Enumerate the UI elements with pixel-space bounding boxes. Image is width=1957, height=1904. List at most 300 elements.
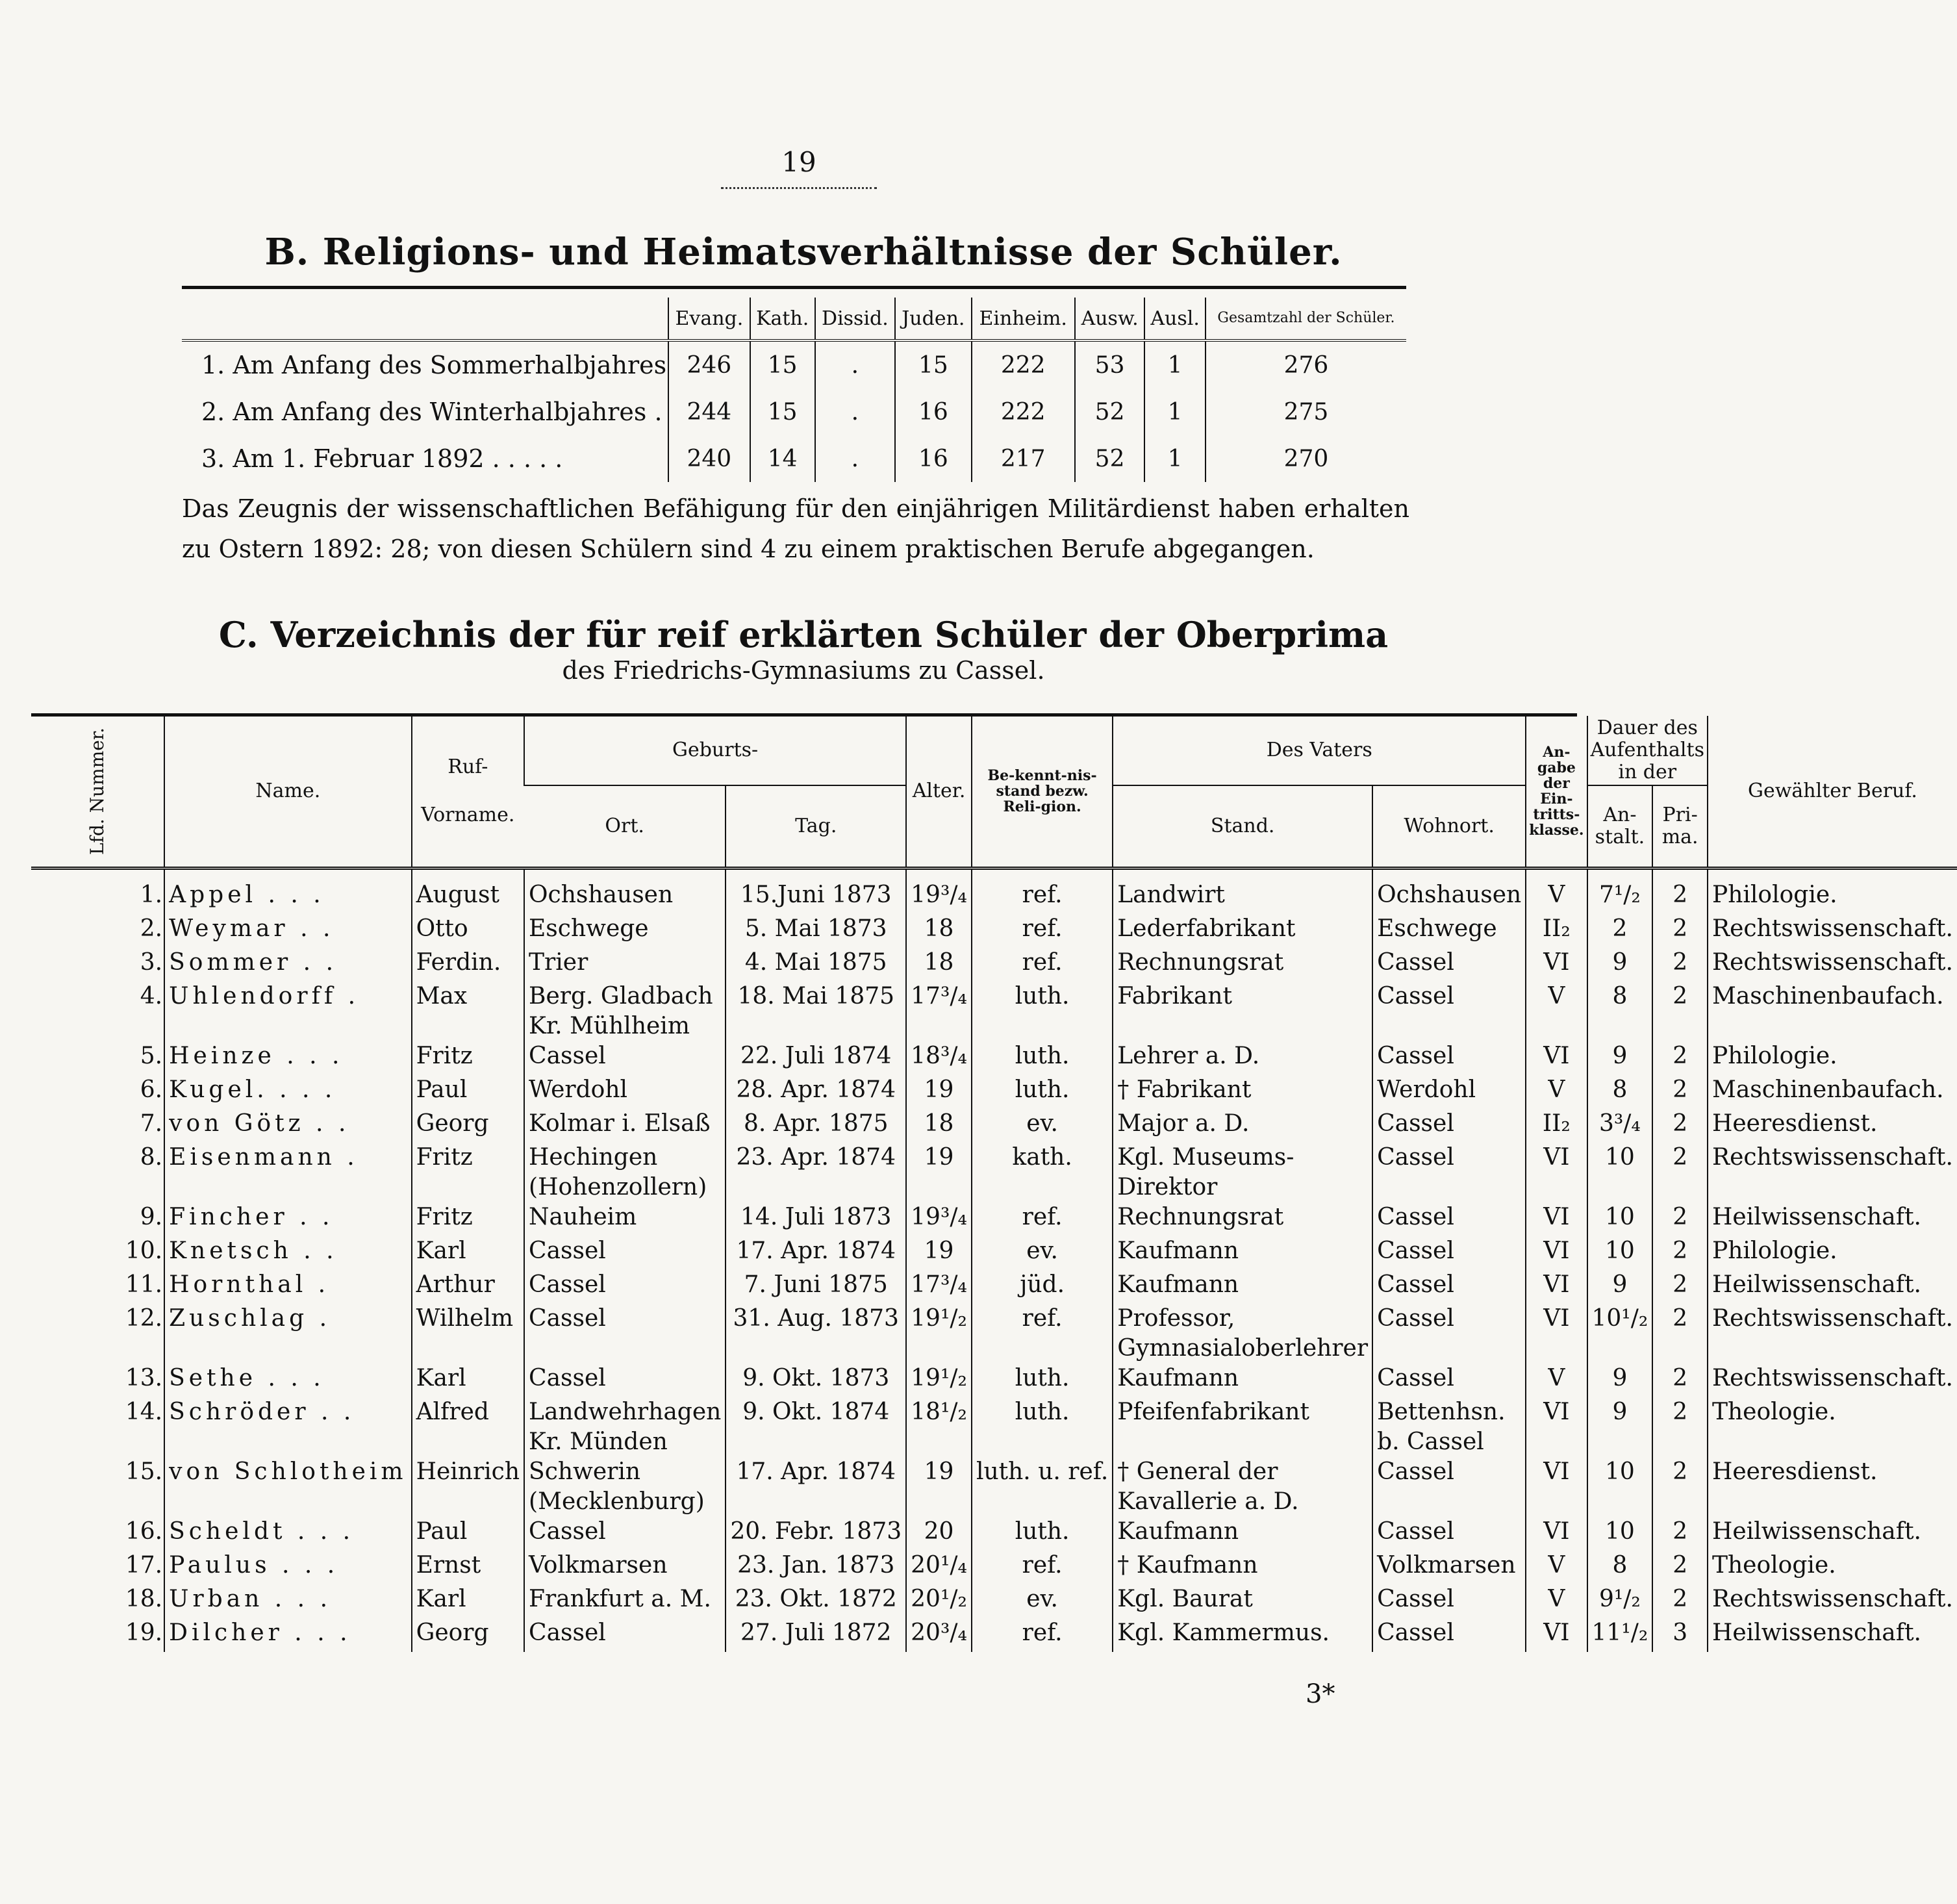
cell-nr: 15.: [125, 1458, 163, 1485]
cell-anstalt: 10: [1587, 1236, 1653, 1270]
cell-prima: 2: [1652, 1236, 1708, 1270]
cell-alter: 20¹/₂: [906, 1584, 972, 1618]
table-cell: .: [815, 340, 896, 388]
table-cell: 1: [1144, 435, 1206, 482]
cell-klasse: VI: [1526, 1397, 1587, 1457]
cell-tag: 9. Okt. 1874: [726, 1397, 906, 1457]
cell-nr: 7.: [140, 1110, 163, 1137]
cell-name: Weymar . .: [164, 914, 411, 948]
cell-wohnort: Volkmarsen: [1372, 1551, 1526, 1584]
table-cell: 1: [1144, 340, 1206, 388]
table-cell: 52: [1075, 388, 1144, 435]
cell-rel: ev.: [972, 1236, 1113, 1270]
cell-wohnort: Cassel: [1372, 1457, 1526, 1517]
table-header-col: Dissid.: [815, 298, 896, 340]
cell-name: Kugel. . . .: [164, 1075, 411, 1109]
cell-alter: 17³/₄: [906, 1270, 972, 1304]
header-des-vaters: Des Vaters: [1113, 716, 1526, 785]
cell-vorname: Otto: [412, 914, 524, 948]
cell-stand: Major a. D.: [1113, 1109, 1372, 1143]
table-cell: 15: [895, 340, 971, 388]
cell-anstalt: 10: [1587, 1457, 1653, 1517]
cell-stand: Lehrer a. D.: [1113, 1041, 1372, 1075]
table-header-col: Kath.: [750, 298, 815, 340]
ornament-divider: [721, 182, 877, 189]
cell-vorname: Fritz: [412, 1041, 524, 1075]
cell-ort: Volkmarsen: [524, 1551, 726, 1584]
cell-stand: † General der Kavallerie a. D.: [1113, 1457, 1372, 1517]
table-cell: 276: [1206, 340, 1406, 388]
table-row: [31, 948, 1957, 982]
signature-mark: 3*: [1306, 1679, 1335, 1709]
table-row: [31, 869, 1957, 915]
cell-prima: 2: [1652, 914, 1708, 948]
cell-klasse: II₂: [1526, 914, 1587, 948]
header-stand: Stand.: [1113, 785, 1372, 869]
cell-beruf: Philologie.: [1708, 1236, 1957, 1270]
cell-rel: luth. u. ref.: [972, 1457, 1113, 1517]
table-cell: 244: [668, 388, 750, 435]
cell-name: Sommer . .: [164, 948, 411, 982]
table-row: [31, 1457, 1957, 1517]
cell-rel: ref.: [972, 1202, 1113, 1236]
cell-name: Dilcher . . .: [164, 1618, 411, 1652]
cell-vorname: Alfred: [412, 1397, 524, 1457]
table-cell: .: [815, 388, 896, 435]
cell-prima: 2: [1652, 1304, 1708, 1364]
header-eintrittsklasse: An-gabe der Ein-tritts-klasse.: [1526, 716, 1587, 869]
cell-vorname: Ferdin.: [412, 948, 524, 982]
cell-ort: Cassel: [524, 1364, 726, 1397]
cell-tag: 23. Jan. 1873: [726, 1551, 906, 1584]
cell-ort: Cassel: [524, 1304, 726, 1364]
table-row: [31, 1364, 1957, 1397]
cell-ort: Frankfurt a. M.: [524, 1584, 726, 1618]
cell-nr: 14.: [125, 1399, 163, 1425]
cell-tag: 17. Apr. 1874: [726, 1236, 906, 1270]
table-header-col: Einheim.: [972, 298, 1075, 340]
cell-stand: Kaufmann: [1113, 1364, 1372, 1397]
cell-prima: 3: [1652, 1618, 1708, 1652]
cell-nr: 19.: [125, 1619, 163, 1646]
cell-vorname: Paul: [412, 1517, 524, 1551]
cell-wohnort: Cassel: [1372, 1041, 1526, 1075]
row-label: 2. Am Anfang des Winterhalbjahres .: [201, 398, 663, 426]
cell-beruf: Heilwissenschaft.: [1708, 1202, 1957, 1236]
cell-alter: 18: [906, 1109, 972, 1143]
header-name: Name.: [164, 716, 411, 869]
cell-prima: 2: [1652, 1457, 1708, 1517]
cell-stand: Fabrikant: [1113, 982, 1372, 1041]
cell-wohnort: Cassel: [1372, 1109, 1526, 1143]
cell-beruf: Heilwissenschaft.: [1708, 1270, 1957, 1304]
cell-beruf: Theologie.: [1708, 1397, 1957, 1457]
cell-wohnort: Werdohl: [1372, 1075, 1526, 1109]
cell-stand: † Fabrikant: [1113, 1075, 1372, 1109]
table-row: [31, 1304, 1957, 1364]
cell-rel: ref.: [972, 1551, 1113, 1584]
cell-stand: Kaufmann: [1113, 1517, 1372, 1551]
cell-name: Heinze . . .: [164, 1041, 411, 1075]
cell-vorname: Max: [412, 982, 524, 1041]
cell-alter: 20³/₄: [906, 1618, 972, 1652]
cell-beruf: Philologie.: [1708, 869, 1957, 915]
cell-ort: Landwehrhagen Kr. Münden: [524, 1397, 726, 1457]
cell-stand: Rechnungsrat: [1113, 1202, 1372, 1236]
cell-klasse: V: [1526, 1584, 1587, 1618]
table-row: [31, 914, 1957, 948]
cell-alter: 19³/₄: [906, 1202, 972, 1236]
header-dauer: Dauer des Aufenthalts in der: [1587, 716, 1708, 785]
cell-prima: 2: [1652, 1551, 1708, 1584]
cell-beruf: Rechtswissenschaft.: [1708, 1304, 1957, 1364]
cell-beruf: Heeresdienst.: [1708, 1109, 1957, 1143]
cell-anstalt: 7¹/₂: [1587, 869, 1653, 915]
cell-anstalt: 9: [1587, 1364, 1653, 1397]
cell-nr: 16.: [125, 1518, 163, 1545]
cell-tag: 4. Mai 1875: [726, 948, 906, 982]
table-cell: 53: [1075, 340, 1144, 388]
header-bekenntnis: Be-kennt-nis-stand bezw. Reli-gion.: [972, 716, 1113, 869]
table-row: [31, 1551, 1957, 1584]
cell-klasse: V: [1526, 1364, 1587, 1397]
cell-nr: 17.: [125, 1552, 163, 1579]
table-row: [31, 982, 1957, 1041]
cell-wohnort: Cassel: [1372, 1270, 1526, 1304]
cell-anstalt: 8: [1587, 982, 1653, 1041]
cell-vorname: Georg: [412, 1109, 524, 1143]
cell-tag: 22. Juli 1874: [726, 1041, 906, 1075]
table-row: [182, 340, 1406, 388]
cell-name: von Schlotheim: [164, 1457, 411, 1517]
cell-vorname: Ernst: [412, 1551, 524, 1584]
cell-wohnort: Cassel: [1372, 1202, 1526, 1236]
cell-beruf: Rechtswissenschaft.: [1708, 948, 1957, 982]
section-b-heading: B. Religions- und Heimatsverhältnisse der Schüler.: [264, 231, 1343, 273]
cell-nr: 12.: [125, 1305, 163, 1332]
cell-stand: Lederfabrikant: [1113, 914, 1372, 948]
cell-vorname: Georg: [412, 1618, 524, 1652]
cell-klasse: V: [1526, 869, 1587, 915]
cell-vorname: Karl: [412, 1364, 524, 1397]
cell-nr: 13.: [125, 1365, 163, 1391]
cell-klasse: VI: [1526, 1304, 1587, 1364]
cell-prima: 2: [1652, 1270, 1708, 1304]
cell-tag: 17. Apr. 1874: [726, 1457, 906, 1517]
cell-ort: Cassel: [524, 1517, 726, 1551]
cell-anstalt: 8: [1587, 1075, 1653, 1109]
cell-rel: ref.: [972, 1618, 1113, 1652]
cell-prima: 2: [1652, 1397, 1708, 1457]
header-geburts: Geburts-: [524, 716, 906, 785]
cell-prima: 2: [1652, 1364, 1708, 1397]
cell-vorname: Fritz: [412, 1202, 524, 1236]
cell-wohnort: Cassel: [1372, 1364, 1526, 1397]
cell-name: Schröder . .: [164, 1397, 411, 1457]
cell-klasse: VI: [1526, 1143, 1587, 1202]
cell-wohnort: Cassel: [1372, 1584, 1526, 1618]
table-header-col: Juden.: [895, 298, 971, 340]
table-cell: 217: [972, 435, 1075, 482]
cell-beruf: Theologie.: [1708, 1551, 1957, 1584]
cell-nr: 18.: [125, 1586, 163, 1612]
table-row: [31, 1075, 1957, 1109]
cell-wohnort: Cassel: [1372, 1143, 1526, 1202]
cell-wohnort: Cassel: [1372, 1304, 1526, 1364]
cell-tag: 31. Aug. 1873: [726, 1304, 906, 1364]
cell-alter: 20: [906, 1517, 972, 1551]
table-cell: 240: [668, 435, 750, 482]
cell-alter: 19: [906, 1236, 972, 1270]
cell-tag: 7. Juni 1875: [726, 1270, 906, 1304]
table-cell: 16: [895, 388, 971, 435]
cell-rel: ev.: [972, 1109, 1113, 1143]
cell-name: Fincher . .: [164, 1202, 411, 1236]
cell-tag: 27. Juli 1872: [726, 1618, 906, 1652]
cell-wohnort: Cassel: [1372, 1517, 1526, 1551]
cell-anstalt: 10¹/₂: [1587, 1304, 1653, 1364]
table-header-col: Evang.: [668, 298, 750, 340]
cell-wohnort: Bettenhsn. b. Cassel: [1372, 1397, 1526, 1457]
cell-stand: Landwirt: [1113, 869, 1372, 915]
cell-name: Uhlendorff .: [164, 982, 411, 1041]
header-anstalt: An-stalt.: [1587, 785, 1653, 869]
table-cell: 52: [1075, 435, 1144, 482]
cell-nr: 1.: [140, 882, 163, 908]
cell-ort: Kolmar i. Elsaß: [524, 1109, 726, 1143]
cell-nr: 3.: [140, 949, 163, 976]
cell-alter: 19: [906, 1457, 972, 1517]
cell-vorname: Arthur: [412, 1270, 524, 1304]
cell-klasse: VI: [1526, 1270, 1587, 1304]
cell-beruf: Maschinenbaufach.: [1708, 982, 1957, 1041]
cell-tag: 8. Apr. 1875: [726, 1109, 906, 1143]
cell-tag: 5. Mai 1873: [726, 914, 906, 948]
cell-rel: luth.: [972, 1364, 1113, 1397]
cell-anstalt: 11¹/₂: [1587, 1618, 1653, 1652]
cell-name: von Götz . .: [164, 1109, 411, 1143]
cell-stand: Kgl. Baurat: [1113, 1584, 1372, 1618]
cell-vorname: Paul: [412, 1075, 524, 1109]
cell-prima: 2: [1652, 1143, 1708, 1202]
cell-name: Zuschlag .: [164, 1304, 411, 1364]
cell-tag: 23. Okt. 1872: [726, 1584, 906, 1618]
cell-nr: 9.: [140, 1204, 163, 1230]
header-beruf: Gewählter Beruf.: [1708, 716, 1957, 869]
cell-klasse: VI: [1526, 1041, 1587, 1075]
cell-anstalt: 10: [1587, 1143, 1653, 1202]
cell-name: Hornthal .: [164, 1270, 411, 1304]
cell-rel: luth.: [972, 1075, 1113, 1109]
cell-stand: Kgl. Museums-Direktor: [1113, 1143, 1372, 1202]
cell-alter: 18: [906, 914, 972, 948]
cell-anstalt: 9: [1587, 1270, 1653, 1304]
cell-ort: Schwerin (Mecklenburg): [524, 1457, 726, 1517]
cell-name: Knetsch . .: [164, 1236, 411, 1270]
cell-klasse: V: [1526, 982, 1587, 1041]
cell-anstalt: 3³/₄: [1587, 1109, 1653, 1143]
table-cell: 246: [668, 340, 750, 388]
table-cell: 275: [1206, 388, 1406, 435]
cell-nr: 11.: [125, 1271, 163, 1298]
cell-anstalt: 9¹/₂: [1587, 1584, 1653, 1618]
table-row: [31, 1143, 1957, 1202]
cell-tag: 28. Apr. 1874: [726, 1075, 906, 1109]
cell-rel: ref.: [972, 1304, 1113, 1364]
cell-nr: 5.: [140, 1043, 163, 1069]
cell-nr: 10.: [125, 1238, 163, 1264]
cell-wohnort: Cassel: [1372, 948, 1526, 982]
header-wohnort: Wohnort.: [1372, 785, 1526, 869]
cell-beruf: Philologie.: [1708, 1041, 1957, 1075]
table-row: [31, 1202, 1957, 1236]
header-ort: Ort.: [524, 785, 726, 869]
cell-ort: Berg. Gladbach Kr. Mühlheim: [524, 982, 726, 1041]
table-row: [31, 1109, 1957, 1143]
cell-stand: Kaufmann: [1113, 1270, 1372, 1304]
cell-beruf: Rechtswissenschaft.: [1708, 1364, 1957, 1397]
cell-stand: Professor, Gymnasialoberlehrer: [1113, 1304, 1372, 1364]
cell-ort: Eschwege: [524, 914, 726, 948]
cell-anstalt: 9: [1587, 948, 1653, 982]
cell-anstalt: 9: [1587, 1041, 1653, 1075]
header-rufname-line2: Vorname.: [421, 804, 515, 826]
cell-vorname: Karl: [412, 1236, 524, 1270]
cell-beruf: Heeresdienst.: [1708, 1457, 1957, 1517]
table-cell: 15: [750, 388, 815, 435]
cell-stand: † Kaufmann: [1113, 1551, 1372, 1584]
section-c-heading: C. Verzeichnis der für reif erklärten Schüler der Oberprima: [218, 614, 1389, 655]
cell-alter: 19¹/₂: [906, 1364, 972, 1397]
cell-alter: 18: [906, 948, 972, 982]
table-cell: 14: [750, 435, 815, 482]
cell-ort: Cassel: [524, 1618, 726, 1652]
cell-name: Sethe . . .: [164, 1364, 411, 1397]
table-header-col: Gesamtzahl der Schüler.: [1206, 298, 1406, 340]
cell-beruf: Rechtswissenschaft.: [1708, 914, 1957, 948]
cell-klasse: II₂: [1526, 1109, 1587, 1143]
cell-wohnort: Cassel: [1372, 982, 1526, 1041]
cell-stand: Kgl. Kammermus.: [1113, 1618, 1372, 1652]
table-header-blank: [182, 298, 668, 340]
cell-prima: 2: [1652, 1584, 1708, 1618]
cell-klasse: VI: [1526, 1236, 1587, 1270]
cell-ort: Cassel: [524, 1270, 726, 1304]
cell-ort: Nauheim: [524, 1202, 726, 1236]
table-cell: 222: [972, 340, 1075, 388]
cell-beruf: Rechtswissenschaft.: [1708, 1584, 1957, 1618]
cell-prima: 2: [1652, 1075, 1708, 1109]
table-row: [182, 435, 1406, 482]
table-header-col: Ausw.: [1075, 298, 1144, 340]
cell-vorname: Heinrich: [412, 1457, 524, 1517]
cell-alter: 18¹/₂: [906, 1397, 972, 1457]
cell-alter: 18³/₄: [906, 1041, 972, 1075]
cell-rel: jüd.: [972, 1270, 1113, 1304]
graduates-table: [31, 716, 1957, 1652]
cell-ort: Cassel: [524, 1041, 726, 1075]
table-cell: 16: [895, 435, 971, 482]
cell-ort: Trier: [524, 948, 726, 982]
cell-klasse: VI: [1526, 1618, 1587, 1652]
cell-alter: 19: [906, 1143, 972, 1202]
cell-tag: 23. Apr. 1874: [726, 1143, 906, 1202]
table-row: [31, 1270, 1957, 1304]
cell-wohnort: Cassel: [1372, 1236, 1526, 1270]
page-number: 19: [781, 146, 816, 178]
cell-anstalt: 2: [1587, 914, 1653, 948]
cell-klasse: VI: [1526, 1202, 1587, 1236]
cell-stand: Rechnungsrat: [1113, 948, 1372, 982]
cell-wohnort: Ochshausen: [1372, 869, 1526, 915]
cell-klasse: V: [1526, 1551, 1587, 1584]
cell-vorname: Karl: [412, 1584, 524, 1618]
cell-wohnort: Eschwege: [1372, 914, 1526, 948]
cell-alter: 20¹/₄: [906, 1551, 972, 1584]
cell-rel: ref.: [972, 869, 1113, 915]
table-cell: 1: [1144, 388, 1206, 435]
cell-klasse: VI: [1526, 1457, 1587, 1517]
cell-stand: Kaufmann: [1113, 1236, 1372, 1270]
cell-nr: 4.: [140, 983, 163, 1009]
cell-ort: Hechingen (Hohenzollern): [524, 1143, 726, 1202]
cell-tag: 20. Febr. 1873: [726, 1517, 906, 1551]
row-label: 3. Am 1. Februar 1892 . . . . .: [201, 444, 563, 473]
cell-prima: 2: [1652, 1517, 1708, 1551]
header-prima: Pri-ma.: [1652, 785, 1708, 869]
cell-prima: 2: [1652, 948, 1708, 982]
cell-klasse: VI: [1526, 948, 1587, 982]
section-b-top-rule: [182, 286, 1406, 289]
table-row: [31, 1397, 1957, 1457]
row-label: 1. Am Anfang des Sommerhalbjahres: [201, 351, 667, 379]
cell-rel: luth.: [972, 1397, 1113, 1457]
table-row: [31, 1041, 1957, 1075]
cell-alter: 19: [906, 1075, 972, 1109]
cell-rel: luth.: [972, 1517, 1113, 1551]
cell-tag: 9. Okt. 1873: [726, 1364, 906, 1397]
cell-klasse: VI: [1526, 1517, 1587, 1551]
cell-stand: Pfeifenfabrikant: [1113, 1397, 1372, 1457]
cell-vorname: Wilhelm: [412, 1304, 524, 1364]
cell-ort: Werdohl: [524, 1075, 726, 1109]
cell-name: Paulus . . .: [164, 1551, 411, 1584]
cell-rel: luth.: [972, 1041, 1113, 1075]
table-cell: .: [815, 435, 896, 482]
table-header-col: Ausl.: [1144, 298, 1206, 340]
cell-nr: 2.: [140, 915, 163, 942]
cell-rel: luth.: [972, 982, 1113, 1041]
cell-prima: 2: [1652, 1109, 1708, 1143]
table-row: [31, 1584, 1957, 1618]
cell-prima: 2: [1652, 1041, 1708, 1075]
cell-tag: 14. Juli 1873: [726, 1202, 906, 1236]
cell-klasse: V: [1526, 1075, 1587, 1109]
cell-ort: Cassel: [524, 1236, 726, 1270]
cell-name: Urban . . .: [164, 1584, 411, 1618]
religion-table: [182, 298, 1406, 482]
table-row: [31, 1517, 1957, 1551]
cell-anstalt: 9: [1587, 1397, 1653, 1457]
cell-beruf: Rechtswissenschaft.: [1708, 1143, 1957, 1202]
cell-name: Eisenmann .: [164, 1143, 411, 1202]
cell-beruf: Heilwissenschaft.: [1708, 1618, 1957, 1652]
cell-ort: Ochshausen: [524, 869, 726, 915]
military-certificate-note: Das Zeugnis der wissenschaftlichen Befähigung für den einjährigen Militärdienst haben erhalten zu Ostern 1892: 28; von diesen Schülern sind 4 zu einem praktischen Berufe abgegangen.: [182, 494, 1409, 563]
cell-name: Scheldt . . .: [164, 1517, 411, 1551]
cell-rel: kath.: [972, 1143, 1113, 1202]
header-alter: Alter.: [906, 716, 972, 869]
